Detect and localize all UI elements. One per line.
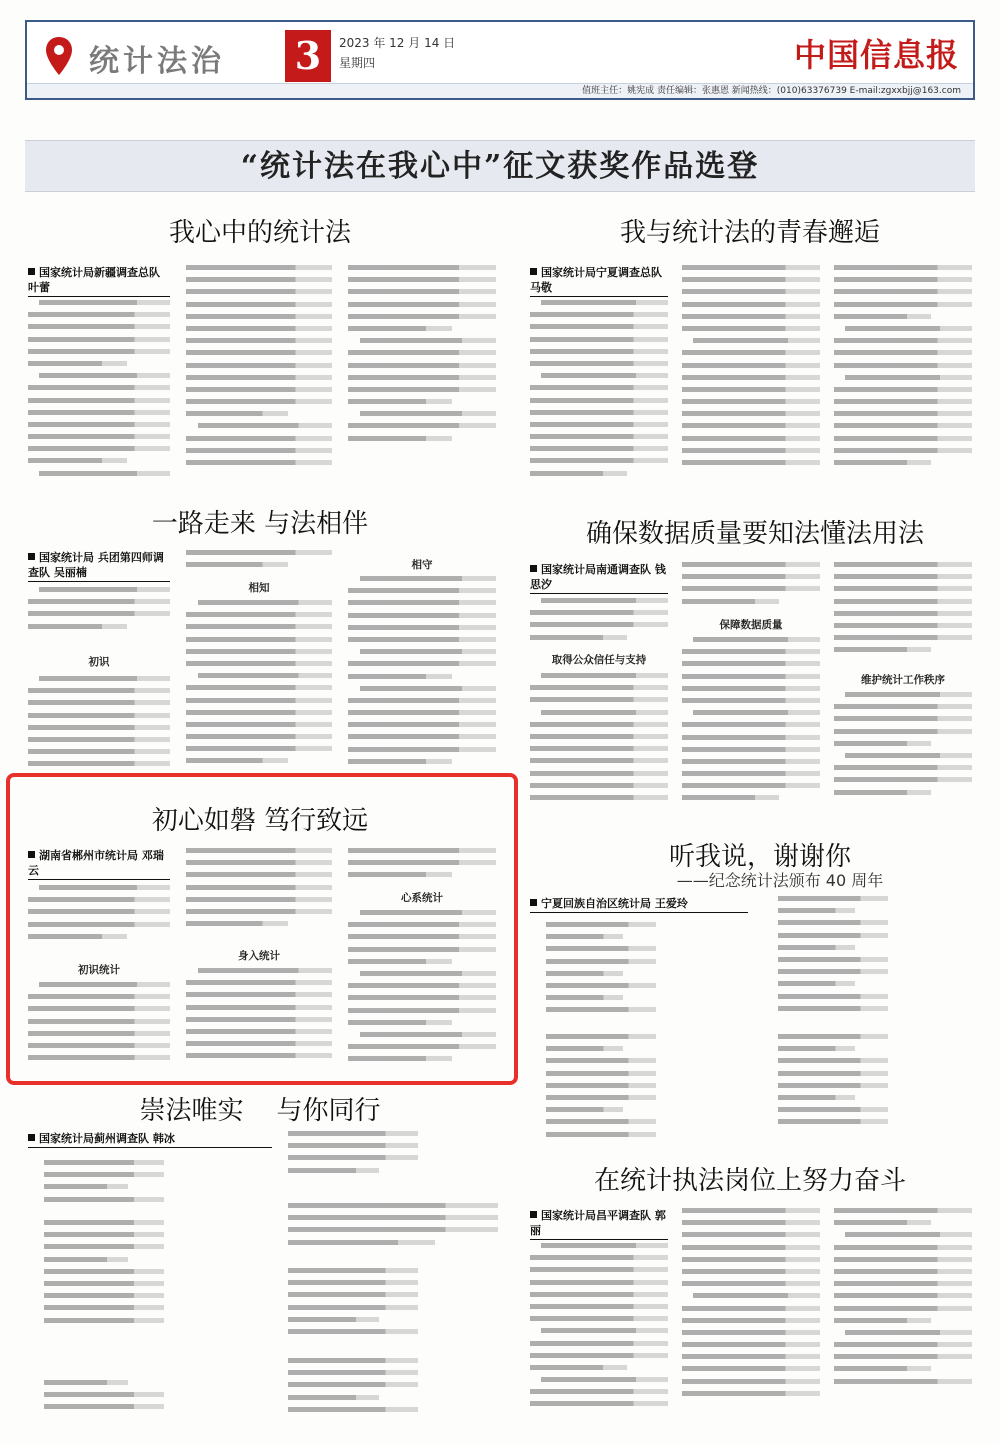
article-body: [530, 598, 668, 646]
article-title: 听我说，谢谢你: [668, 842, 851, 872]
poem-stanza: [288, 1203, 498, 1253]
poem-stanza: [546, 1034, 656, 1144]
section-heading: 身入统计: [238, 950, 280, 962]
article-body: [682, 265, 820, 488]
article-author: [28, 265, 170, 297]
poem-stanza: [288, 1131, 418, 1191]
article-body: [530, 300, 668, 488]
article-body: [28, 676, 170, 772]
article-title: 我心中的统计法: [168, 218, 351, 248]
article-author: [28, 1131, 272, 1148]
location-pin-icon: [45, 36, 73, 76]
article-title: 崇法唯实 与你同行: [139, 1096, 381, 1126]
poem-stanza: [546, 922, 656, 1022]
article-title: 确保数据质量要知法懂法用法: [585, 519, 924, 549]
issue-date: 2023 年 12 月 14 日: [339, 36, 456, 50]
article-title: 在统计执法岗位上努力奋斗: [593, 1166, 906, 1196]
article-body: [28, 300, 170, 488]
article-body: [682, 1208, 820, 1423]
article-title: 一路走来 与法相伴: [151, 509, 369, 539]
article-body: [530, 1243, 668, 1423]
article-body: [834, 265, 972, 488]
bullet-square-icon: [530, 565, 537, 572]
article-subtitle: ——纪念统计法颁布 40 周年: [676, 871, 884, 890]
bullet-square-icon: [28, 1134, 35, 1141]
article-body: [682, 637, 820, 811]
section-heading: 保障数据质量: [719, 619, 783, 631]
author-text: 国家统计局蓟州调查队 韩冰: [39, 1132, 175, 1145]
issue-weekday: 星期四: [339, 56, 376, 70]
article-title: 初心如磐 笃行致远: [151, 806, 369, 836]
section-heading: 取得公众信任与支持: [551, 654, 647, 666]
banner-title: “统计法在我心中”征文获奖作品选登: [240, 149, 760, 184]
editor-line: 值班主任：姚宪成 责任编辑：张惠恩 新闻热线：(010)63376739 E-mail:zgxxbjj@163.com: [582, 86, 961, 96]
section-heading: 心系统计: [401, 892, 443, 904]
highlight-frame: [6, 773, 518, 1085]
page-banner: [25, 140, 975, 192]
section-title: 统计法治: [89, 44, 225, 79]
poem-stanza: [288, 1358, 418, 1420]
author-text: 国家统计局宁夏调查总队 马敬: [530, 266, 662, 294]
bullet-square-icon: [530, 1211, 537, 1218]
poem-stanza: [44, 1220, 164, 1330]
article-body: [682, 562, 820, 610]
article-body: [348, 576, 496, 772]
bullet-square-icon: [530, 899, 537, 906]
author-text: 湖南省郴州市统计局 邓瑞云: [28, 849, 164, 877]
poem-stanza: [778, 1034, 888, 1134]
article-body: [834, 692, 972, 811]
section-heading: 维护统计工作秩序: [861, 674, 945, 686]
poem-stanza: [778, 896, 888, 1020]
author-text: 国家统计局昌平调查队 郭丽: [530, 1209, 666, 1237]
article-author: [28, 550, 170, 582]
bullet-square-icon: [530, 268, 537, 275]
article-author: [530, 265, 668, 297]
bullet-square-icon: [28, 553, 35, 560]
section-heading: 相知: [248, 582, 270, 594]
article-body: [186, 550, 332, 575]
article-body: [348, 265, 496, 488]
poem-stanza: [288, 1268, 418, 1348]
page-number: 3: [285, 30, 331, 82]
section-heading: 相守: [411, 559, 433, 571]
bullet-square-icon: [28, 268, 35, 275]
article-body: [834, 562, 972, 668]
article-author: [530, 896, 748, 913]
newspaper-logo: 中国信息报: [793, 36, 959, 74]
article-body: [834, 1208, 972, 1423]
article-body: [530, 673, 668, 811]
author-text: 国家统计局 兵团第四师调查队 吴丽楠: [28, 551, 164, 579]
article-author: [530, 562, 668, 594]
article-title: 我与统计法的青春邂逅: [619, 218, 880, 248]
section-heading: 初识统计: [78, 964, 120, 976]
article-author: [530, 1208, 668, 1240]
article-body: [186, 600, 332, 772]
poem-stanza: [44, 1380, 164, 1420]
article-body: [28, 587, 170, 642]
masthead: [25, 20, 975, 100]
author-text: 宁夏回族自治区统计局 王爱玲: [541, 897, 688, 910]
author-text: 国家统计局南通调查队 钱思汐: [530, 563, 666, 591]
article-body: [186, 265, 332, 488]
poem-stanza: [44, 1160, 164, 1210]
section-heading: 初识: [88, 656, 110, 668]
author-text: 国家统计局新疆调查总队 叶蕾: [28, 266, 160, 294]
